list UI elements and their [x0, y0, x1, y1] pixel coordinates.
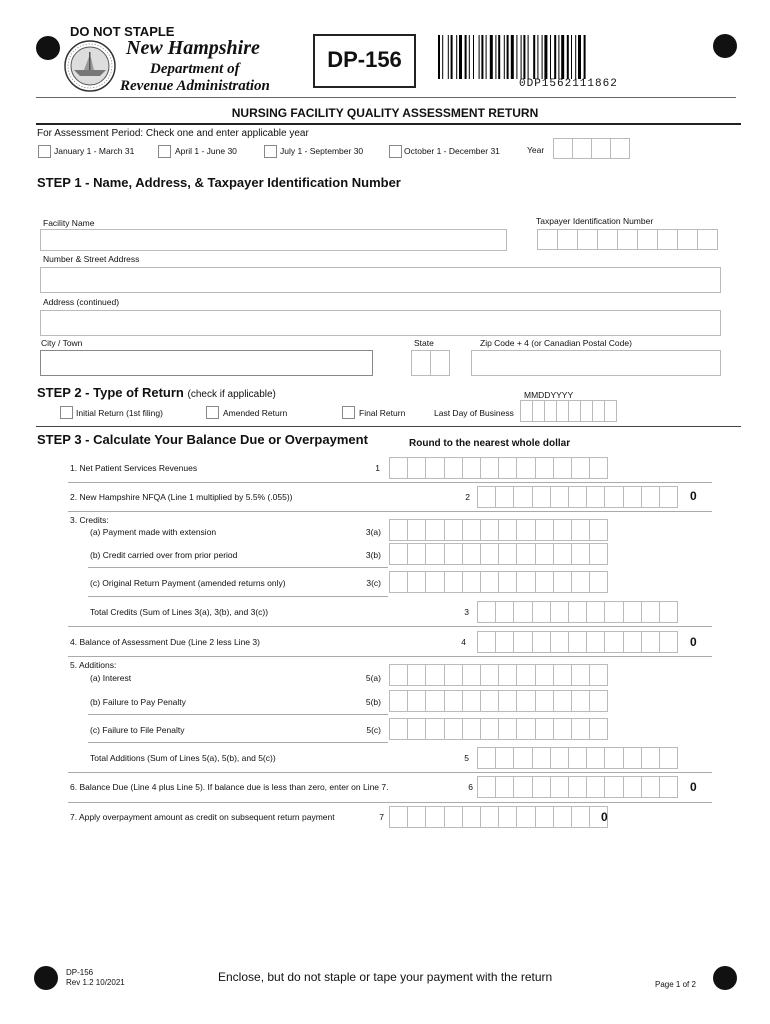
step1-title: STEP 1 - Name, Address, & Taxpayer Identification Number [37, 175, 401, 190]
line2-input[interactable] [477, 486, 677, 508]
line7-label: 7. Apply overpayment amount as credit on subsequent return payment [70, 812, 335, 822]
divider [88, 567, 388, 568]
line3-total-input[interactable] [477, 601, 677, 623]
agency-state: New Hampshire [126, 37, 260, 59]
divider [68, 626, 712, 627]
barcode-bar [486, 35, 487, 79]
line5a-input[interactable] [389, 664, 607, 686]
agency-admin: Revenue Administration [120, 78, 270, 94]
period-q4-checkbox[interactable] [389, 145, 402, 158]
line4-num: 4 [461, 637, 466, 647]
period-q2-checkbox[interactable] [158, 145, 171, 158]
line5-total-input[interactable] [477, 747, 677, 769]
divider [68, 802, 712, 803]
barcode-bar [533, 35, 535, 79]
line2-num: 2 [465, 492, 470, 502]
last-day-input[interactable] [520, 400, 616, 422]
last-day-label: Last Day of Business [434, 408, 514, 418]
barcode-bar [456, 35, 457, 79]
divider [36, 123, 741, 125]
barcode [438, 35, 638, 79]
line3a-label: (a) Payment made with extension [90, 527, 217, 537]
zip-input[interactable] [471, 350, 721, 376]
barcode-bar [442, 35, 443, 79]
facility-name-label: Facility Name [43, 218, 95, 228]
registration-mark [713, 34, 737, 58]
city-input[interactable] [40, 350, 373, 376]
barcode-bar [516, 35, 517, 79]
barcode-bar [469, 35, 470, 79]
divider [68, 482, 712, 483]
amended-return-label: Amended Return [223, 408, 288, 418]
barcode-bar [498, 35, 500, 79]
barcode-bar [438, 35, 440, 79]
barcode-bar [495, 35, 496, 79]
barcode-bar [584, 35, 586, 79]
footer-notice: Enclose, but do not staple or tape your payment with the return [218, 970, 553, 984]
line3-head: 3. Credits: [70, 515, 109, 525]
registration-mark [36, 36, 60, 60]
line3b-label: (b) Credit carried over from prior period [90, 550, 238, 560]
period-q3-label: July 1 - September 30 [280, 146, 364, 156]
barcode-bar [507, 35, 509, 79]
street-input[interactable] [40, 267, 721, 293]
divider [88, 596, 388, 597]
barcode-bar [542, 35, 543, 79]
step2-title [37, 385, 276, 400]
barcode-bar [528, 35, 529, 79]
barcode-bar [571, 35, 572, 79]
line5c-label: (c) Failure to File Penalty [90, 725, 185, 735]
footer-form-code: DP-156 [66, 968, 94, 977]
barcode-bar [459, 35, 462, 79]
line3a-num: 3(a) [365, 527, 381, 537]
barcode-text: 0DP1562111862 [519, 78, 618, 90]
step2-title-note: (check if applicable) [187, 389, 276, 400]
line5b-num: 5(b) [365, 697, 381, 707]
facility-name-input[interactable] [40, 229, 507, 251]
barcode-bar [537, 35, 538, 79]
zip-label: Zip Code + 4 (or Canadian Postal Code) [480, 338, 632, 348]
line4-input[interactable] [477, 631, 677, 653]
do-not-staple: DO NOT STAPLE [70, 24, 175, 39]
barcode-bar [504, 35, 505, 79]
agency-dept: Department of [150, 61, 240, 77]
line5c-num: 5(c) [366, 725, 381, 735]
barcode-bar [481, 35, 483, 79]
line7-value: 0 [601, 810, 608, 824]
line5a-num: 5(a) [365, 673, 381, 683]
city-label: City / Town [41, 338, 83, 348]
line5a-label: (a) Interest [90, 673, 132, 683]
step3-title: STEP 3 - Calculate Your Balance Due or Overpayment [37, 432, 368, 447]
footer-revision: Rev 1.2 10/2021 [66, 978, 125, 987]
barcode-bar [550, 35, 551, 79]
page-number: Page 1 of 2 [655, 980, 696, 989]
line5b-label: (b) Failure to Pay Penalty [90, 697, 186, 707]
divider [68, 656, 712, 657]
state-label: State [414, 338, 434, 348]
barcode-bar [523, 35, 525, 79]
line2-value: 0 [690, 489, 697, 503]
registration-mark [713, 966, 737, 990]
line6-value: 0 [690, 780, 697, 794]
barcode-bar [479, 35, 480, 79]
state-seal-icon [64, 40, 116, 92]
line4-label: 4. Balance of Assessment Due (Line 2 less Line 3) [70, 637, 260, 647]
barcode-bar [567, 35, 569, 79]
line2-label: 2. New Hampshire NFQA (Line 1 multiplied by 5.5% (.055)) [70, 492, 293, 502]
period-q2-label: April 1 - June 30 [175, 146, 237, 156]
tin-input[interactable] [537, 229, 717, 250]
barcode-bar [473, 35, 474, 79]
barcode-bar [490, 35, 493, 79]
line3a-input[interactable] [389, 519, 607, 541]
period-q1-label: January 1 - March 31 [54, 146, 135, 156]
line3c-input[interactable] [389, 571, 607, 593]
barcode-bar [451, 35, 453, 79]
line1-input[interactable] [389, 457, 607, 479]
barcode-bar [554, 35, 556, 79]
line1-num: 1 [375, 463, 380, 473]
barcode-bar [578, 35, 581, 79]
period-q4-label: October 1 - December 31 [404, 146, 500, 156]
line3c-num: 3(c) [366, 578, 381, 588]
form-title: NURSING FACILITY QUALITY ASSESSMENT RETURN [231, 106, 539, 120]
divider [36, 426, 741, 427]
line7-input[interactable] [389, 806, 607, 828]
line3-total-label: Total Credits (Sum of Lines 3(a), 3(b), and 3(c)) [90, 607, 269, 617]
barcode-bar [544, 35, 547, 79]
line1-label: 1. Net Patient Services Revenues [70, 463, 198, 473]
form-number: DP-156 [327, 47, 402, 72]
round-note: Round to the nearest whole dollar [409, 438, 571, 449]
line5-head: 5. Additions: [70, 660, 117, 670]
line5-total-num: 5 [464, 753, 469, 763]
line3c-label: (c) Original Return Payment (amended returns only) [90, 578, 286, 588]
state-input[interactable] [411, 350, 449, 376]
period-q3-checkbox[interactable] [264, 145, 277, 158]
line3-total-num: 3 [464, 607, 469, 617]
line5b-input[interactable] [389, 690, 607, 712]
barcode-bar [561, 35, 564, 79]
final-return-checkbox[interactable] [342, 406, 355, 419]
initial-return-label: Initial Return (1st filing) [76, 408, 163, 418]
line6-input[interactable] [477, 776, 677, 798]
step2-title-text: STEP 2 - Type of Return [37, 385, 184, 400]
barcode-bar [465, 35, 467, 79]
divider [88, 714, 388, 715]
barcode-bar [521, 35, 522, 79]
street-label: Number & Street Address [43, 254, 140, 264]
divider [88, 742, 388, 743]
line5c-input[interactable] [389, 718, 607, 740]
address-cont-input[interactable] [40, 310, 721, 336]
tin-label: Taxpayer Identification Number [536, 216, 654, 226]
line3b-input[interactable] [389, 543, 607, 565]
barcode-bar [558, 35, 559, 79]
line4-value: 0 [690, 635, 697, 649]
divider [68, 772, 712, 773]
year-input[interactable] [553, 138, 629, 159]
barcode-bar [448, 35, 449, 79]
line3b-num: 3(b) [365, 550, 381, 560]
line6-num: 6 [468, 782, 473, 792]
registration-mark [34, 966, 58, 990]
line7-num: 7 [379, 812, 384, 822]
line5-total-label: Total Additions (Sum of Lines 5(a), 5(b), and 5(c)) [90, 753, 276, 763]
year-label: Year [527, 145, 545, 155]
divider [36, 97, 736, 98]
date-format-label: MMDDYYYY [524, 390, 574, 400]
divider [68, 511, 712, 512]
final-return-label: Final Return [359, 408, 406, 418]
address-cont-label: Address (continued) [43, 297, 120, 307]
line6-label: 6. Balance Due (Line 4 plus Line 5). If balance due is less than zero, enter on Line 7. [70, 782, 389, 792]
amended-return-checkbox[interactable] [206, 406, 219, 419]
barcode-bar [575, 35, 576, 79]
initial-return-checkbox[interactable] [60, 406, 73, 419]
barcode-bar [511, 35, 514, 79]
period-instruction: For Assessment Period: Check one and enter applicable year [37, 128, 309, 139]
period-q1-checkbox[interactable] [38, 145, 51, 158]
